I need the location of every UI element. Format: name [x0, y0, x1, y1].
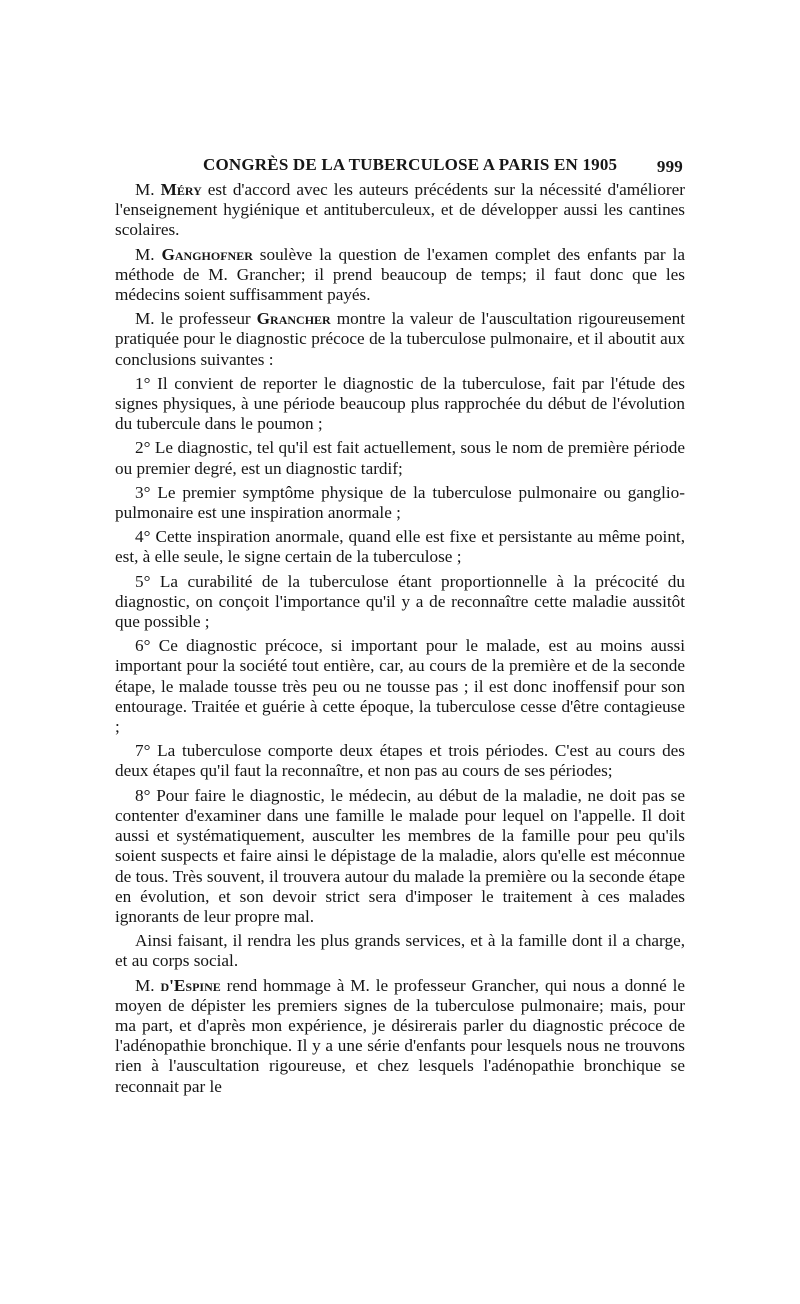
speaker-name: d'Espine — [160, 975, 221, 995]
conclusion-6: 6° Ce diagnostic précoce, si important pour le malade, est au moins aussi important pour la société tout entière, car, au cours de la première et de la seconde étape, le malade tousse très peu ou ne tousse pas ; il est donc inoffensif pour son entourage. Traitée et guérie à cette époque, la tuberculose cesse d'être contagieuse ; — [115, 636, 685, 737]
conclusion-3: 3° Le premier symptôme physique de la tuberculose pulmonaire ou ganglio-pulmonaire est une inspiration anormale ; — [115, 482, 685, 523]
speaker-prefix: M. — [135, 180, 161, 199]
conclusion-7: 7° La tuberculose comporte deux étapes et trois périodes. C'est au cours des deux étapes qu'il faut la reconnaître, et non pas au cours de ses périodes; — [115, 741, 685, 781]
paragraph-grancher — [115, 309, 685, 370]
paragraph-text: montre la valeur de l'auscultation rigoureusement pratiquée pour le diagnostic précoce de la tuberculose pulmonaire, et il aboutit aux conclusions suivantes : — [115, 309, 685, 369]
speaker-name: Grancher — [256, 309, 331, 329]
paragraph-text: rend hommage à M. le professeur Grancher, qui nous a donné le moyen de dépister les premiers signes de la tuberculose pulmonaire; mais, pour ma part, et d'après mon expérience, je désirerais parler du diagnostic précoce de l'adénopathie bronchique. Il y a une série d'enfants pour lesquels nous ne trouvons rien à l'auscultation rigoureuse, et chez lesquels l'adénopathie bronchique se reconnait par le — [115, 975, 685, 1096]
conclusion-8: 8° Pour faire le diagnostic, le médecin, au début de la maladie, ne doit pas se contenter d'examiner dans une famille le malade pour lequel on l'appelle. Il doit aussi et systématiquement, ausculter les membres de la famille pour peu qu'ils soient suspects et faire ainsi le dépistage de la maladie, alors qu'elle est méconnue de tous. Très souvent, il trouvera autour du malade la première ou la seconde étape en évolution, et son devoir strict sera d'imposer le traitement à ces malades ignorants de leur propre mal. — [115, 785, 685, 926]
speaker-prefix: M. — [135, 244, 162, 264]
running-header — [115, 150, 685, 180]
conclusion-1: 1° Il convient de reporter le diagnostic de la tuberculose, fait par l'étude des signes physiques, à une période beaucoup plus rapprochée du début de l'évolution du tubercule dans le poumon ; — [115, 373, 685, 434]
speaker-name: Méry — [160, 180, 202, 199]
header-title: CONGRÈS DE LA TUBERCULOSE A PARIS EN 1905 — [203, 155, 618, 174]
document-page — [115, 150, 685, 1101]
paragraph-ainsi: Ainsi faisant, il rendra les plus grands services, et à la famille dont il a charge, et au corps social. — [115, 931, 685, 971]
conclusion-2: 2° Le diagnostic, tel qu'il est fait actuellement, sous le nom de première période ou premier degré, est un diagnostic tardif; — [115, 438, 685, 478]
conclusion-5: 5° La curabilité de la tuberculose étant proportionnelle à la précocité du diagnostic, on conçoit l'importance qu'il y a de reconnaître cette maladie aussitôt que possible ; — [115, 571, 685, 632]
paragraph-mery — [115, 180, 685, 241]
paragraph-ganghofner — [115, 245, 685, 306]
body-text — [115, 180, 685, 1097]
speaker-prefix: M. le professeur — [135, 309, 257, 329]
conclusion-4: 4° Cette inspiration anormale, quand elle est fixe et persistante au même point, est, à elle seule, le signe certain de la tuberculose ; — [115, 527, 685, 567]
speaker-prefix: M. — [135, 975, 161, 995]
paragraph-text: soulève la question de l'examen complet des enfants par la méthode de M. Grancher; il prend beaucoup de temps; il faut donc que les médecins soient suffisamment payés. — [115, 244, 685, 305]
speaker-name: Ganghofner — [161, 244, 253, 264]
paragraph-text: est d'accord avec les auteurs précédents sur la nécessité d'améliorer l'enseignement hygiénique et antituberculeux, et de développer aussi les cantines scolaires. — [115, 180, 685, 240]
page-number: 999 — [656, 157, 683, 176]
paragraph-espine — [115, 976, 685, 1097]
